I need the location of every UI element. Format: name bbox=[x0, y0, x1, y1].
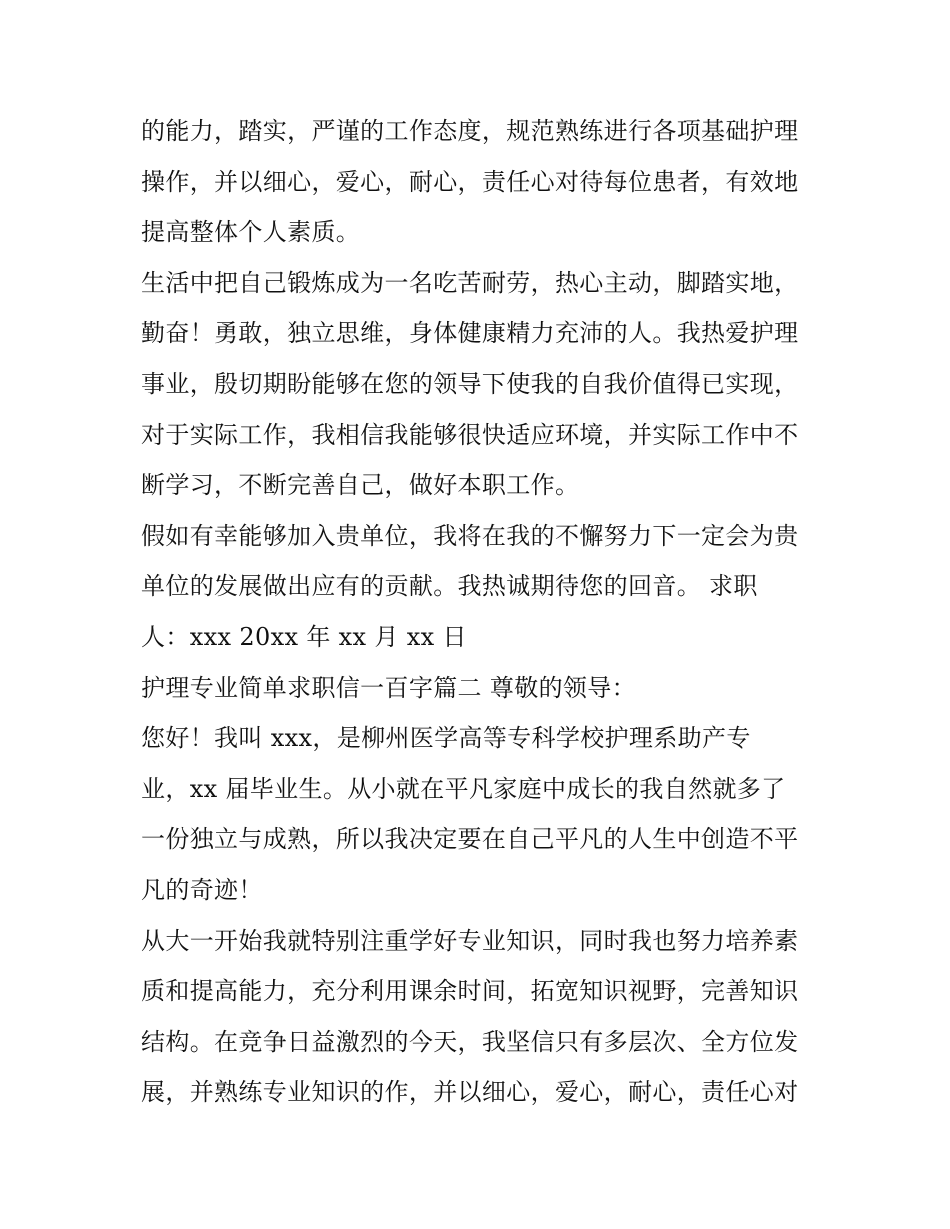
text-line: 单位的发展做出应有的贡献。我热诚期待您的回音。 求职 bbox=[141, 572, 758, 601]
text-line: 勤奋！勇敢，独立思维，身体健康精力充沛的人。我热爱护理 bbox=[141, 319, 799, 348]
text-line: 人：xxx 20xx 年 xx 月 xx 日 bbox=[141, 622, 467, 651]
text-line: 质和提高能力，充分利用课余时间，拓宽知识视野，完善知识 bbox=[141, 977, 799, 1006]
text-line: 生活中把自己锻炼成为一名吃苦耐劳，热心主动，脚踏实地， bbox=[141, 268, 799, 297]
section-heading: 护理专业简单求职信一百字篇二 尊敬的领导： bbox=[141, 673, 636, 702]
text-line: 结构。在竞争日益激烈的今天，我坚信只有多层次、全方位发 bbox=[141, 1027, 799, 1056]
text-line: 展，并熟练专业知识的作，并以细心，爱心，耐心，责任心对 bbox=[141, 1078, 799, 1107]
text-line: 的能力，踏实，严谨的工作态度，规范熟练进行各项基础护理 bbox=[141, 117, 799, 145]
text-line: 假如有幸能够加入贵单位，我将在我的不懈努力下一定会为贵 bbox=[141, 521, 799, 550]
text-line: 业，xx 届毕业生。从小就在平凡家庭中成长的我自然就多了 bbox=[141, 774, 786, 803]
text-line: 您好！我叫 xxx，是柳州医学高等专科学校护理系助产专 bbox=[141, 724, 751, 753]
text-line: 凡的奇迹！ bbox=[141, 875, 263, 904]
text-line: 事业，殷切期盼能够在您的领导下使我的自我价值得已实现， bbox=[141, 369, 799, 398]
text-line: 对于实际工作，我相信我能够很快适应环境，并实际工作中不 bbox=[141, 420, 799, 449]
text-line: 一份独立与成熟，所以我决定要在自己平凡的人生中创造不平 bbox=[141, 825, 799, 854]
text-line: 断学习，不断完善自己，做好本职工作。 bbox=[141, 471, 580, 500]
text-line: 提高整体个人素质。 bbox=[141, 218, 361, 247]
letter-body bbox=[141, 106, 821, 1118]
text-line: 操作，并以细心，爱心，耐心，责任心对待每位患者，有效地 bbox=[141, 167, 799, 196]
text-line: 从大一开始我就特别注重学好专业知识，同时我也努力培养素 bbox=[141, 926, 799, 955]
